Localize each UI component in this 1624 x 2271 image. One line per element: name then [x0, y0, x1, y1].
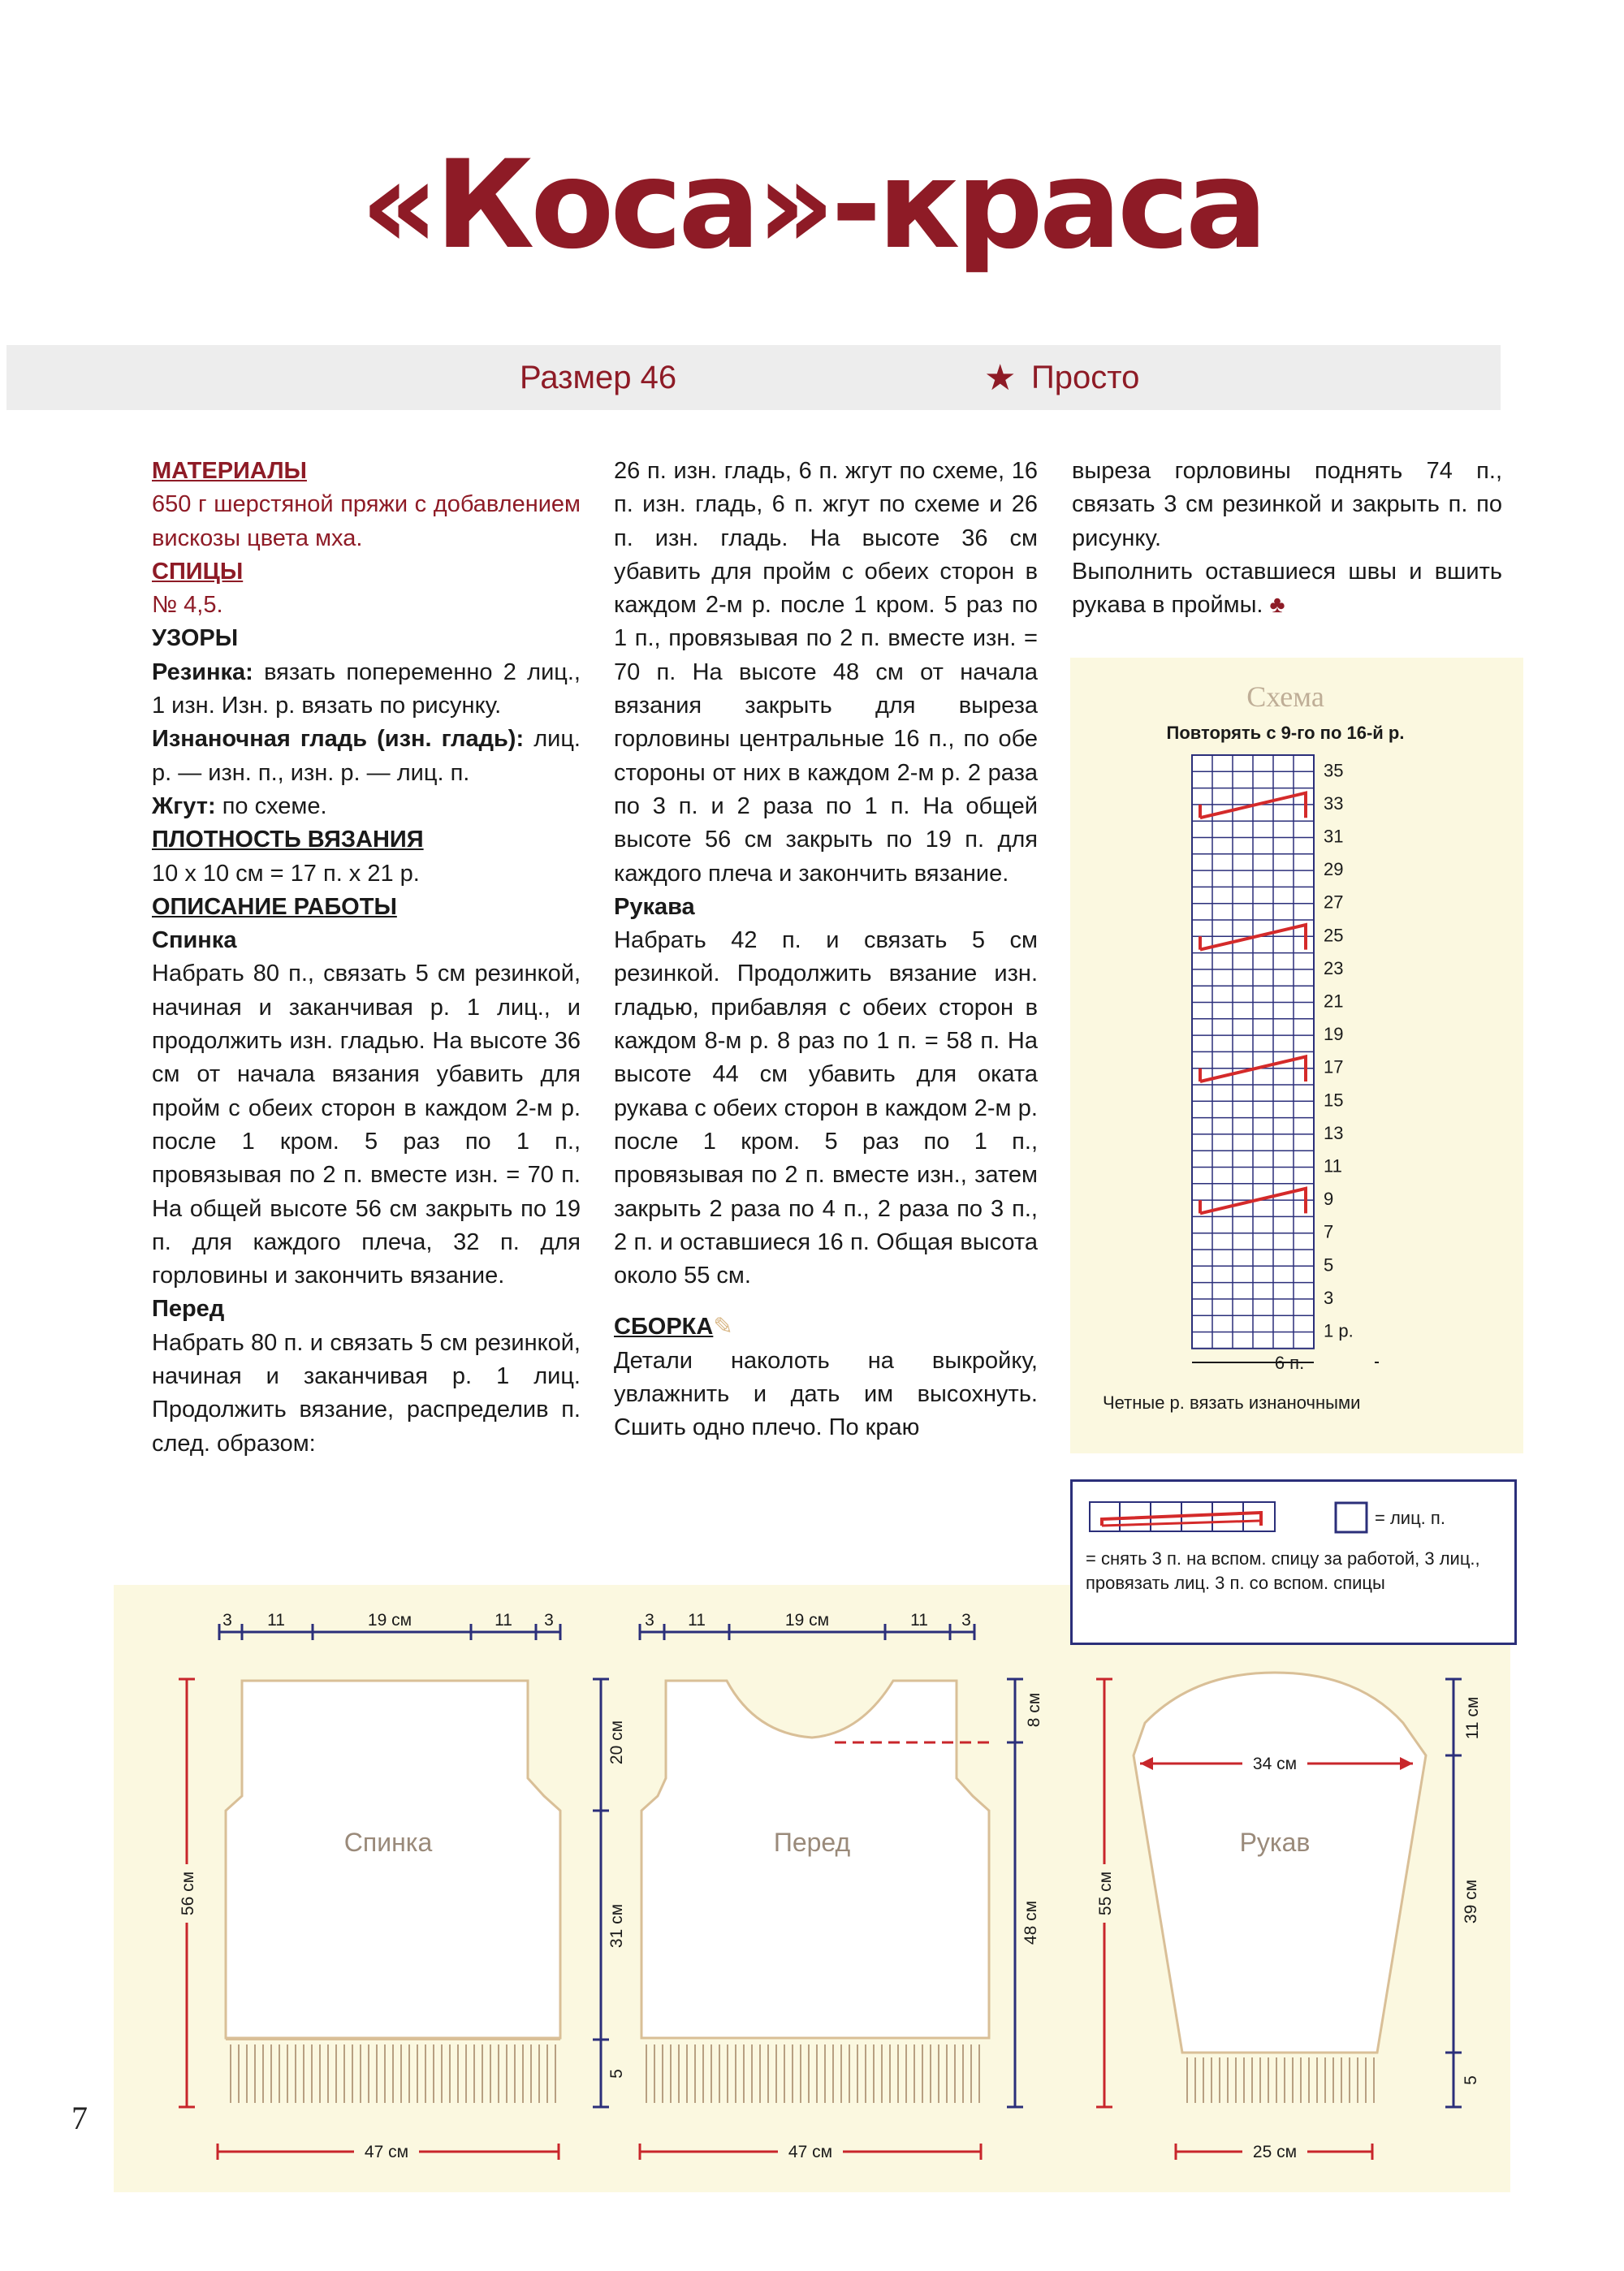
schema-row-label: 35 [1324, 760, 1344, 781]
pin-icon: ✎ [713, 1314, 733, 1341]
sleeve-total-height: 55 см [1096, 1871, 1115, 1916]
sleeve-ribbing [1187, 2057, 1374, 2103]
back-heading: Спинка [152, 927, 237, 954]
schema-row-label: 29 [1324, 859, 1344, 880]
back-ribbing [231, 2044, 555, 2103]
info-band [6, 345, 1501, 410]
schema-row-label: 5 [1324, 1254, 1334, 1276]
sleeve-piece [1093, 1673, 1483, 2163]
cable-text: по схеме. [222, 792, 327, 819]
schema-even-rows-note: Четные р. вязать изнаночными [1103, 1392, 1361, 1413]
sleeves-text: Набрать 42 п. и связать 5 см резинкой. Продолжить вязание изн. гладью, прибавляя с обеих сторон в каждом 8-м р. 8 раз по 1 п. = 58 п. На высоте 44 см убавить для оката рукава с обеих сторон в каждом 2-м р. после 1 кром. 5 раз по 1 п., провязывая по 2 п. вместе изн., затем закрыть 2 раза по 4 п., 2 раза по 3 п., 2 п. и оставшиеся 16 п. Общая высота около 55 см. [614, 927, 1038, 1289]
schema-repeat-note: Повторять с 9-го по 16-й р. [1166, 723, 1405, 743]
front-dim-3-left: 3 [645, 1611, 654, 1630]
front-dim-3-right: 3 [961, 1611, 971, 1630]
back-dim-3-right: 3 [544, 1611, 554, 1630]
back-dim-3-left: 3 [222, 1611, 232, 1630]
rib-text: вязать попеременно 2 лиц., 1 изн. Изн. р. вязать по рисунку. [152, 658, 581, 719]
front-dim-19: 19 см [784, 1611, 830, 1630]
text-column-2 [614, 455, 1038, 1445]
gauge-text: 10 х 10 см = 17 п. х 21 р. [152, 860, 420, 887]
front-height: 48 см [1021, 1900, 1040, 1945]
sleeve-top-width: 34 см [1252, 1755, 1298, 1773]
assembly-text: Детали наколоть на выкройку, увлажнить и дать им высохнуть. Сшить одно плечо. По краю [614, 1347, 1038, 1441]
front-continued-text: 26 п. изн. гладь, 6 п. жгут по схеме, 16 п. изн. гладь, 6 п. жгут по схеме и 26 п. изн. гладь. На высоте 36 см убавить для пройм с обеих сторон в каждом 2-м р. после 1 кром. 5 раз по 1 п., провязывая по 2 п. вместе изн. = 70 п. На высоте 48 см от начала вязания закрыть для выреза горловины центральные 16 п., по обе стороны от них в каждом 2-м р. 2 раза по 3 п. и 2 раза по 1 п. На общей высоте 56 см закрыть по 19 п. для каждого плеча и закончить вязание. [614, 458, 1038, 887]
final-text: Выполнить оставшиеся швы и вшить рукава в проймы. [1072, 558, 1502, 619]
patterns-heading: УЗОРЫ [152, 625, 239, 652]
schema-grid [1192, 755, 1314, 1349]
sleeve-rib-height: 5 [1462, 2075, 1480, 2085]
back-text: Набрать 80 п., связать 5 см резинкой, начиная и заканчивая р. 1 лиц., и продолжить изн. гладью. На высоте 36 см от начала вязания убавить для пройм с обеих сторон в каждом 2-м р. после 1 кром. 5 раз по 1 п., провязывая по 2 п. вместе изн. = 70 п. На общей высоте 56 см закрыть по 19 п. для каждого плеча, 32 п. для горловины и закончить вязание. [152, 961, 581, 1289]
back-label: Спинка [343, 1828, 433, 1857]
materials-heading: МАТЕРИАЛЫ [152, 458, 307, 484]
knit-legend-text: = лиц. п. [1375, 1508, 1445, 1528]
cable-schema [1070, 658, 1523, 1437]
reverse-stitch-label: Изнаночная гладь (изн. гладь): [152, 726, 525, 753]
sleeves-heading: Рукава [614, 893, 695, 920]
schema-width-label: 6 п. [1274, 1353, 1305, 1373]
assembly-heading: СБОРКА [614, 1314, 714, 1341]
front-neck-depth: 8 см [1025, 1692, 1043, 1728]
club-icon: ♣ [1269, 592, 1285, 619]
gauge-heading: ПЛОТНОСТЬ ВЯЗАНИЯ [152, 827, 424, 853]
schema-row-label: 15 [1324, 1090, 1344, 1111]
pattern-pieces [0, 1583, 1624, 2200]
schema-row-label: 13 [1324, 1122, 1344, 1143]
page-title: «Коса»-краса [360, 135, 1264, 276]
sleeve-label: Рукав [1239, 1828, 1311, 1857]
cable-symbol [1089, 1501, 1276, 1534]
star-icon: ★ [984, 357, 1017, 399]
materials-text: 650 г шерстяной пряжи с добавлением вискозы цвета мха. [152, 491, 581, 551]
knit-symbol [1334, 1501, 1370, 1534]
schema-row-label: 33 [1324, 792, 1344, 814]
schema-row-label: 27 [1324, 892, 1344, 913]
assembly-text-continued: выреза горловины поднять 74 п., связать 3 см резинкой и закрыть п. по рисунку. [1072, 458, 1502, 551]
schema-row-label: 23 [1324, 957, 1344, 978]
schema-row-label: 17 [1324, 1056, 1344, 1077]
work-heading: ОПИСАНИЕ РАБОТЫ [152, 893, 397, 920]
text-column-1 [152, 455, 581, 1461]
schema-title: Схема [1246, 680, 1324, 713]
text-column-3 [1072, 455, 1502, 622]
schema-row-label: 21 [1324, 991, 1344, 1012]
schema-row-labels [1324, 760, 1354, 1341]
back-dim-19: 19 см [367, 1611, 412, 1630]
schema-row-label: 7 [1324, 1221, 1334, 1242]
back-piece [175, 1611, 560, 2163]
size-label: Размер 46 [520, 360, 677, 395]
schema-row-label: 1 р. [1324, 1320, 1354, 1341]
front-heading: Перед [152, 1296, 225, 1323]
schema-row-label: 9 [1324, 1189, 1334, 1210]
schema-row-label: 11 [1324, 1155, 1342, 1177]
front-armhole-height: 20 см [607, 1720, 626, 1765]
front-piece [593, 1611, 1043, 2163]
back-dim-11-left: 11 [267, 1611, 285, 1630]
front-dim-11-right: 11 [910, 1611, 928, 1630]
schema-row-label: 31 [1324, 826, 1344, 847]
schema-row-label: 19 [1324, 1024, 1344, 1045]
front-text: Набрать 80 п. и связать 5 см резинкой, начиная и заканчивая р. 1 лиц. Продолжить вязание, распределив п. след. образом: [152, 1329, 581, 1457]
page-number: 7 [71, 2100, 88, 2136]
needles-heading: СПИЦЫ [152, 558, 244, 585]
front-dim-11-left: 11 [688, 1611, 706, 1630]
front-body-height: 31 см [607, 1903, 626, 1949]
back-height: 56 см [179, 1871, 197, 1916]
front-ribbing [646, 2044, 979, 2103]
front-label: Перед [773, 1828, 851, 1857]
reverse-stitch-text: лиц. р. — изн. п., изн. р. — лиц. п. [152, 726, 581, 786]
sleeve-cap-height: 11 см [1463, 1696, 1482, 1740]
cable-label: Жгут: [152, 792, 216, 819]
sleeve-width: 25 см [1252, 2143, 1298, 2161]
cable-legend-text: = снять 3 п. на вспом. спицу за работой, 3 лиц., провязать лиц. 3 п. со вспом. спицы [1086, 1548, 1480, 1593]
front-width: 47 см [788, 2143, 833, 2161]
schema-row-label: 25 [1324, 925, 1344, 946]
front-rib-height: 5 [607, 2069, 626, 2079]
needles-text: № 4,5. [152, 592, 223, 619]
rib-label: Резинка: [152, 658, 253, 685]
back-dim-11-right: 11 [495, 1611, 512, 1630]
back-width: 47 см [364, 2143, 409, 2161]
difficulty-label: Просто [1031, 360, 1140, 395]
schema-row-label: 3 [1324, 1287, 1334, 1308]
sleeve-body-height: 39 см [1462, 1879, 1480, 1924]
